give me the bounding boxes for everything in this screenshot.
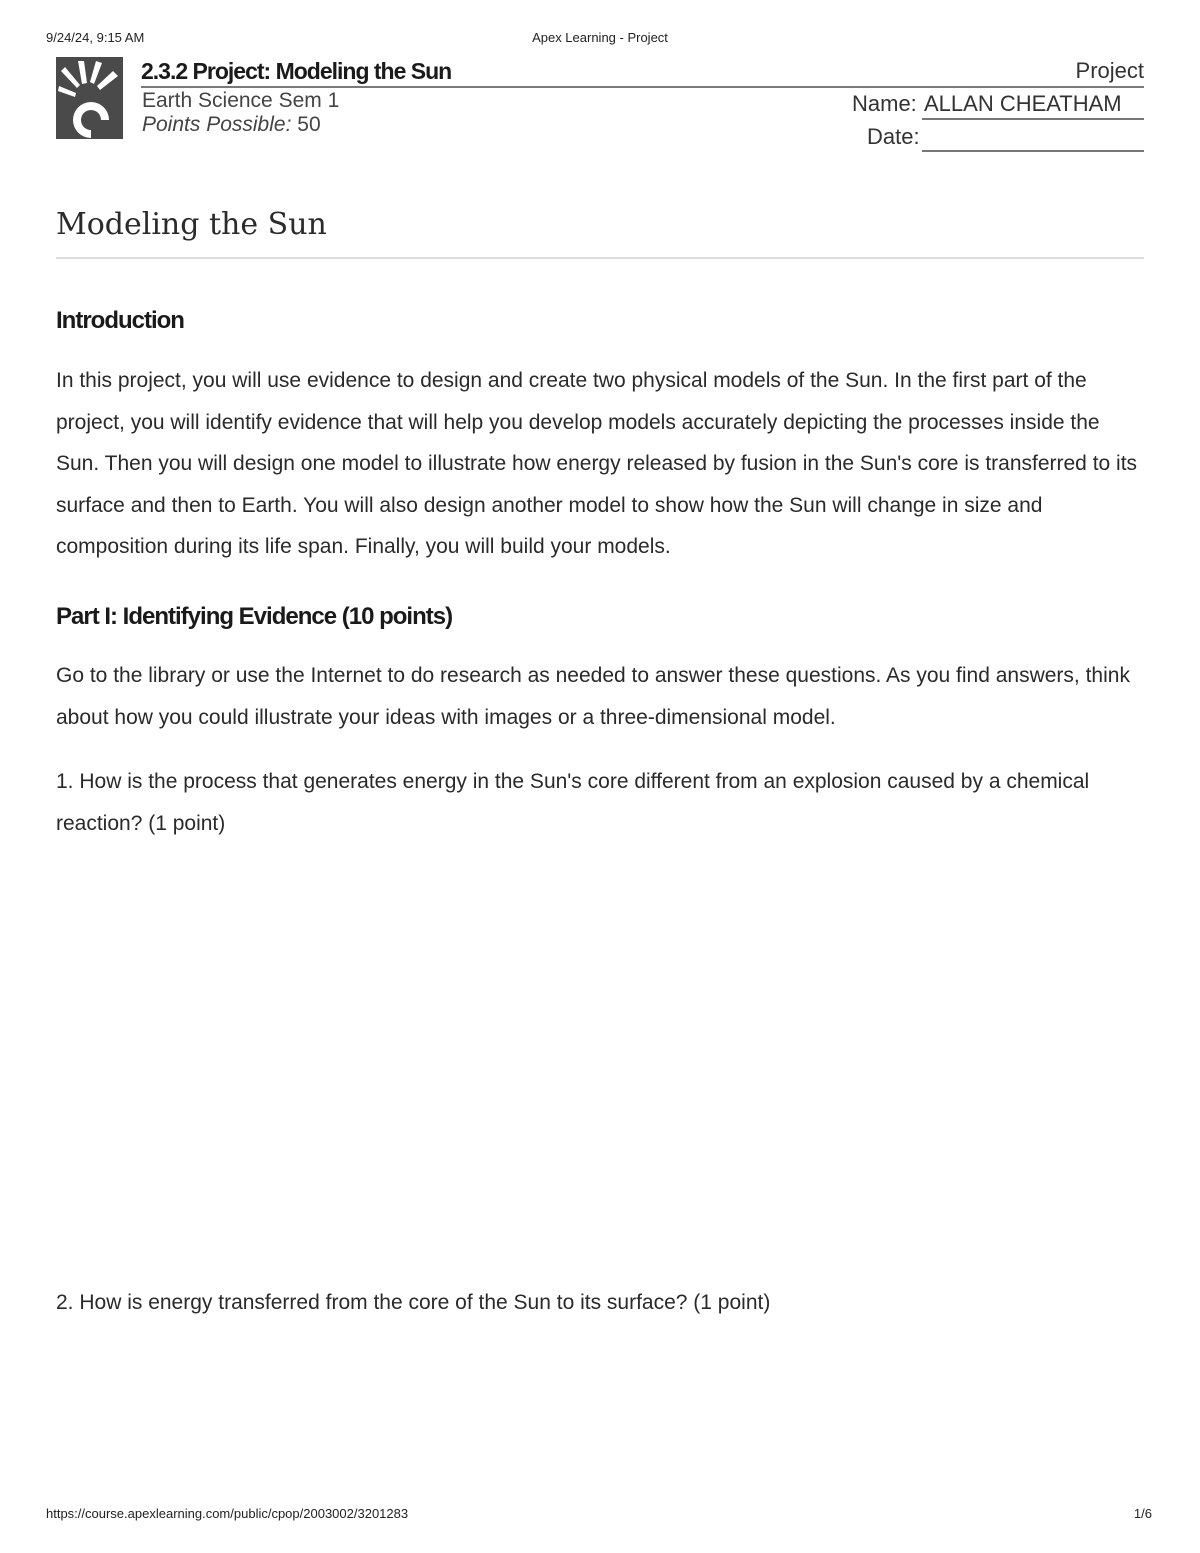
- doc-type-label: Project: [1075, 58, 1144, 83]
- course-title: 2.3.2 Project: Modeling the Sun: [141, 58, 452, 84]
- intro-paragraph: In this project, you will use evidence to design and create two physical models of the Sun. In the first part of the project, you will identify evidence that will help you develop models accurately depicting the processes inside the Sun. Then you will design one model to illustrate how energy released by fusion in the Sun's core is transferred to its surface and then to Earth. You will also design another model to show how the Sun will change in size and composition during its life span. Finally, you will build your models.: [56, 369, 1138, 558]
- question-1: 1. How is the process that generates energy in the Sun's core different from an explosion caused by a chemical reaction? (1 point): [56, 770, 1090, 835]
- part1-paragraph: Go to the library or use the Internet to do research as needed to answer these questions. As you find answers, think about how you could illustrate your ideas with images or a three-dimensional model.: [56, 664, 1130, 729]
- apex-sun-logo-icon: [56, 57, 123, 139]
- points-label: Points Possible:: [142, 113, 292, 136]
- title-divider: [56, 257, 1144, 259]
- name-underline: [922, 118, 1144, 120]
- date-label: Date:: [867, 124, 920, 149]
- print-page-number: 1/6: [1133, 1506, 1152, 1521]
- print-page-title: Apex Learning - Project: [532, 30, 668, 45]
- name-field[interactable]: ALLAN CHEATHAM: [924, 91, 1122, 116]
- intro-heading: Introduction: [56, 307, 184, 334]
- points-possible: [142, 113, 321, 137]
- part1-heading: Part I: Identifying Evidence (10 points): [56, 603, 453, 630]
- points-value: 50: [297, 113, 321, 136]
- name-label: Name:: [852, 91, 917, 116]
- question-2: 2. How is energy transferred from the core of the Sun to its surface? (1 point): [56, 1291, 771, 1314]
- course-name: Earth Science Sem 1: [142, 89, 340, 112]
- page-title: Modeling the Sun: [56, 207, 327, 242]
- date-underline: [922, 150, 1144, 152]
- print-datetime: 9/24/24, 9:15 AM: [46, 30, 145, 45]
- header-rule: [141, 86, 1144, 88]
- print-url[interactable]: https://course.apexlearning.com/public/cpop/2003002/3201283: [46, 1506, 409, 1521]
